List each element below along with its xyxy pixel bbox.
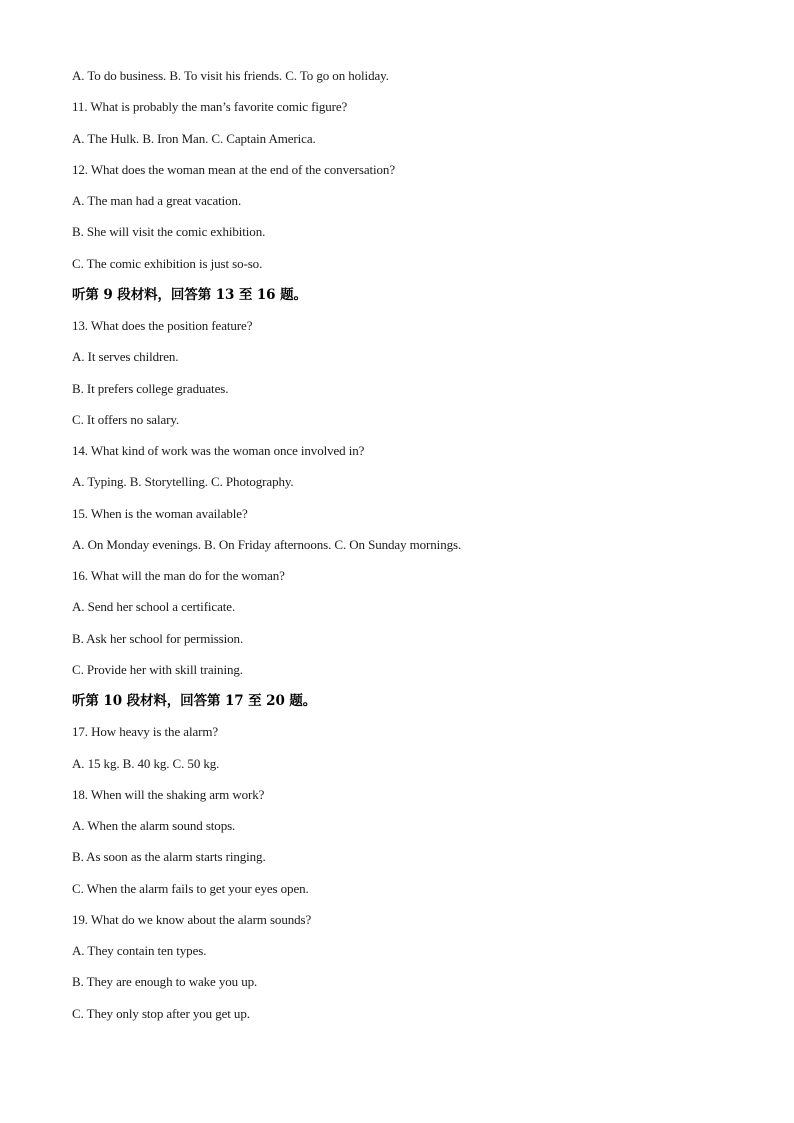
answer-option-line: B. Ask her school for permission. (72, 630, 244, 646)
answer-option-line: B. It prefers college graduates. (72, 380, 229, 396)
answer-option-line: B. She will visit the comic exhibition. (72, 224, 266, 240)
answer-option-line: A. It serves children. (72, 349, 179, 365)
answer-option-line: A. When the alarm sound stops. (72, 818, 236, 833)
section-heading: 听第 10 段材料，回答第 17 至 20 题。 (72, 693, 317, 709)
answer-option-line: A. The Hulk. B. Iron Man. C. Captain America. (72, 130, 316, 146)
section-heading: 听第 9 段材料，回答第 13 至 16 题。 (72, 286, 307, 303)
question-line: 15. When is the woman available? (72, 505, 248, 521)
question-line: 11. What is probably the man’s favorite comic figure? (72, 99, 348, 115)
question-line: 13. What does the position feature? (72, 318, 253, 333)
answer-option-line: A. 15 kg. B. 40 kg. C. 50 kg. (72, 755, 220, 771)
question-line: 18. When will the shaking arm work? (72, 786, 265, 802)
exam-page (72, 66, 732, 1035)
answer-option-line: A. Typing. B. Storytelling. C. Photography. (72, 474, 294, 490)
answer-option-line: A. On Monday evenings. B. On Friday afternoons. C. On Sunday mornings. (72, 536, 462, 552)
answer-option-line: C. The comic exhibition is just so-so. (72, 255, 263, 271)
answer-option-line: B. As soon as the alarm starts ringing. (72, 849, 266, 865)
question-line: 19. What do we know about the alarm sounds? (72, 911, 312, 927)
answer-option-line: A. To do business. B. To visit his friends. C. To go on holiday. (72, 68, 389, 83)
question-line: 14. What kind of work was the woman once involved in? (72, 443, 365, 458)
question-line: 12. What does the woman mean at the end of the conversation? (72, 161, 395, 177)
answer-option-line: C. Provide her with skill training. (72, 661, 243, 677)
answer-option-line: C. When the alarm fails to get your eyes open. (72, 880, 309, 896)
answer-option-line: A. The man had a great vacation. (72, 193, 242, 208)
answer-option-line: A. They contain ten types. (72, 943, 207, 958)
answer-option-line: C. It offers no salary. (72, 411, 180, 427)
question-line: 17. How heavy is the alarm? (72, 724, 219, 740)
question-line: 16. What will the man do for the woman? (72, 568, 285, 583)
answer-option-line: B. They are enough to wake you up. (72, 974, 258, 990)
answer-option-line: C. They only stop after you get up. (72, 1005, 250, 1021)
answer-option-line: A. Send her school a certificate. (72, 599, 236, 615)
